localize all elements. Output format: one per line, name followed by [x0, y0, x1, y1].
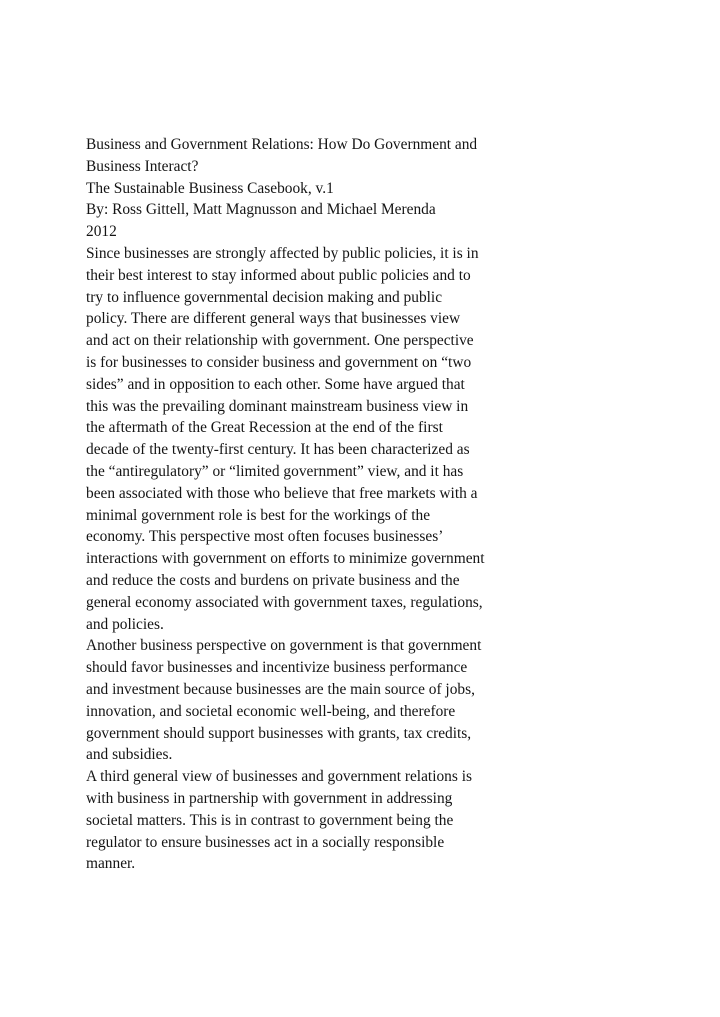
text-line: Another business perspective on government is that government — [86, 637, 482, 655]
text-line: regulator to ensure businesses act in a socially responsible — [86, 833, 445, 851]
text-line: and policies. — [86, 615, 164, 633]
text-line: try to influence governmental decision making and public — [86, 288, 443, 306]
text-line: their best interest to stay informed about public policies and to — [86, 266, 471, 284]
text-line: decade of the twenty-first century. It has been characterized as — [86, 441, 470, 459]
document-text — [86, 134, 646, 875]
text-line: government should support businesses with grants, tax credits, — [86, 724, 472, 742]
text-line: minimal government role is best for the workings of the — [86, 506, 431, 524]
source-line: The Sustainable Business Casebook, v.1 — [86, 179, 334, 197]
text-line: and investment because businesses are the main source of jobs, — [86, 680, 475, 698]
text-line: sides” and in opposition to each other. Some have argued that — [86, 375, 465, 393]
text-line: Since businesses are strongly affected by public policies, it is in — [86, 244, 479, 262]
title-line-1: Business and Government Relations: How Do Government and — [86, 136, 478, 153]
text-line: this was the prevailing dominant mainstream business view in — [86, 397, 469, 415]
text-line: should favor businesses and incentivize business performance — [86, 659, 468, 677]
text-line: the “antiregulatory” or “limited government” view, and it has — [86, 462, 464, 480]
text-line: and subsidies. — [86, 746, 173, 764]
text-line: with business in partnership with government in addressing — [86, 789, 453, 807]
text-line: the aftermath of the Great Recession at the end of the first — [86, 419, 443, 437]
title-line-2: Business Interact? — [86, 157, 199, 175]
text-line: been associated with those who believe that free markets with a — [86, 484, 478, 502]
text-line: and reduce the costs and burdens on private business and the — [86, 571, 460, 589]
text-line: economy. This perspective most often focuses businesses’ — [86, 528, 444, 546]
text-line: is for businesses to consider business and government on “two — [86, 353, 472, 371]
text-line: general economy associated with government taxes, regulations, — [86, 593, 483, 611]
text-line: and act on their relationship with government. One perspective — [86, 332, 474, 350]
text-line: societal matters. This is in contrast to government being the — [86, 811, 454, 829]
text-line: policy. There are different general ways that businesses view — [86, 310, 461, 328]
text-line: interactions with government on efforts to minimize government — [86, 550, 485, 568]
text-line: manner. — [86, 855, 136, 873]
text-line: innovation, and societal economic well-being, and therefore — [86, 702, 456, 720]
year-line: 2012 — [86, 223, 117, 241]
authors-line: By: Ross Gittell, Matt Magnusson and Michael Merenda — [86, 201, 436, 219]
text-line: A third general view of businesses and government relations is — [86, 768, 472, 786]
